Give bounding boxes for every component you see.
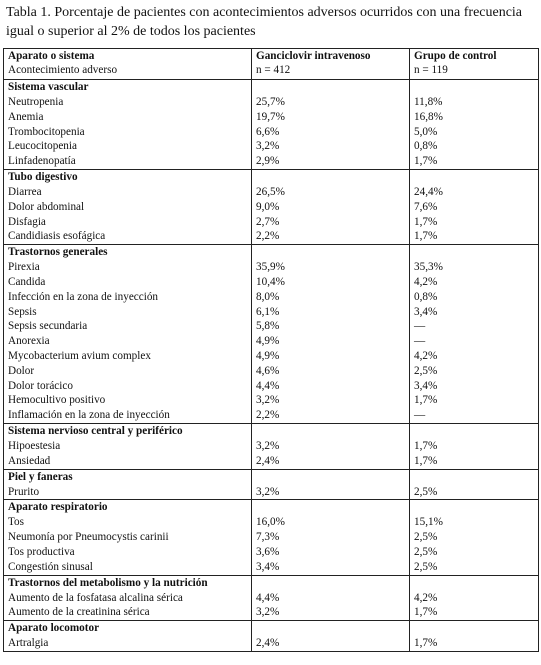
control-value-cell: 2,5% [410,545,539,560]
event-name-cell: Dolor [4,364,252,379]
section-row [4,169,539,185]
ganciclovir-value-cell: 10,4% [252,275,410,290]
section-ganciclovir-empty [252,245,410,261]
event-name-cell: Inflamación en la zona de inyección [4,408,252,423]
event-name-cell: Sepsis [4,305,252,320]
control-value-cell: 3,4% [410,305,539,320]
section-title: Trastornos del metabolismo y la nutrición [4,575,252,591]
section-control-empty [410,575,539,591]
ganciclovir-value-cell: 8,0% [252,290,410,305]
event-name-cell: Prurito [4,485,252,500]
control-value-cell: 35,3% [410,260,539,275]
section-row [4,500,539,516]
ganciclovir-value-cell: 6,1% [252,305,410,320]
table-caption: Tabla 1. Porcentaje de pacientes con acontecimientos adversos ocurridos con una frecuencia igual o superior al 2% de todos los pacientes [6,5,523,39]
header-event-subtitle: Acontecimiento adverso [8,64,118,76]
table-row [4,110,539,125]
section-ganciclovir-empty [252,575,410,591]
table-row [4,364,539,379]
header-ganciclovir-title: Ganciclovir intravenoso [256,50,371,62]
table-header-row [4,49,539,80]
ganciclovir-value-cell: 5,8% [252,319,410,334]
event-name-cell: Leucocitopenia [4,139,252,154]
header-system-cell [4,49,252,80]
ganciclovir-value-cell: 2,7% [252,215,410,230]
control-value-cell: 7,6% [410,200,539,215]
ganciclovir-value-cell: 3,2% [252,393,410,408]
table-row [4,290,539,305]
control-value-cell: 4,2% [410,591,539,606]
table-row [4,545,539,560]
control-value-cell: 11,8% [410,95,539,110]
header-control-cell [410,49,539,80]
table-row [4,530,539,545]
control-value-cell: 1,7% [410,393,539,408]
control-value-cell: 1,7% [410,215,539,230]
table-row [4,95,539,110]
ganciclovir-value-cell: 2,2% [252,408,410,423]
section-ganciclovir-empty [252,423,410,439]
event-name-cell: Dolor abdominal [4,200,252,215]
header-system-title: Aparato o sistema [8,50,95,62]
event-name-cell: Candidiasis esofágica [4,229,252,244]
control-value-cell: 1,7% [410,636,539,651]
section-control-empty [410,469,539,485]
header-control-n: n = 119 [414,64,448,76]
control-value-cell: 2,5% [410,560,539,575]
table-row [4,379,539,394]
table-row [4,125,539,140]
event-name-cell: Anemia [4,110,252,125]
event-name-cell: Linfadenopatía [4,154,252,169]
event-name-cell: Hemocultivo positivo [4,393,252,408]
ganciclovir-value-cell: 4,9% [252,334,410,349]
section-row [4,80,539,96]
header-ganciclovir-n: n = 412 [256,64,291,76]
table-row [4,334,539,349]
event-name-cell: Candida [4,275,252,290]
adverse-events-table [3,48,539,652]
section-ganciclovir-empty [252,500,410,516]
control-value-cell: 2,5% [410,530,539,545]
event-name-cell: Disfagia [4,215,252,230]
table-row [4,408,539,423]
section-control-empty [410,245,539,261]
ganciclovir-value-cell: 3,2% [252,485,410,500]
control-value-cell: 15,1% [410,515,539,530]
control-value-cell: 3,4% [410,379,539,394]
ganciclovir-value-cell: 3,2% [252,139,410,154]
table-row [4,260,539,275]
table-row [4,200,539,215]
control-value-cell: 0,8% [410,290,539,305]
control-value-cell: 1,7% [410,229,539,244]
section-row [4,469,539,485]
table-row [4,393,539,408]
table-row [4,454,539,469]
section-title: Aparato respiratorio [4,500,252,516]
section-ganciclovir-empty [252,169,410,185]
section-title: Aparato locomotor [4,621,252,637]
table-row [4,215,539,230]
table-body [4,49,539,652]
section-ganciclovir-empty [252,469,410,485]
section-title: Trastornos generales [4,245,252,261]
event-name-cell: Dolor torácico [4,379,252,394]
section-control-empty [410,80,539,96]
control-value-cell: 2,5% [410,485,539,500]
section-title: Sistema nervioso central y periférico [4,423,252,439]
event-name-cell: Sepsis secundaria [4,319,252,334]
ganciclovir-value-cell: 4,4% [252,591,410,606]
table-row [4,439,539,454]
event-name-cell: Diarrea [4,185,252,200]
control-value-cell: — [410,408,539,423]
control-value-cell: 1,7% [410,605,539,620]
control-value-cell: 1,7% [410,154,539,169]
control-value-cell: 4,2% [410,349,539,364]
section-control-empty [410,500,539,516]
ganciclovir-value-cell: 6,6% [252,125,410,140]
section-control-empty [410,621,539,637]
ganciclovir-value-cell: 4,6% [252,364,410,379]
control-value-cell: 0,8% [410,139,539,154]
ganciclovir-value-cell: 19,7% [252,110,410,125]
control-value-cell: 5,0% [410,125,539,140]
ganciclovir-value-cell: 3,6% [252,545,410,560]
event-name-cell: Mycobacterium avium complex [4,349,252,364]
control-value-cell: 4,2% [410,275,539,290]
section-ganciclovir-empty [252,621,410,637]
event-name-cell: Neutropenia [4,95,252,110]
event-name-cell: Infección en la zona de inyección [4,290,252,305]
section-row [4,621,539,637]
event-name-cell: Aumento de la creatinina sérica [4,605,252,620]
ganciclovir-value-cell: 2,2% [252,229,410,244]
event-name-cell: Congestión sinusal [4,560,252,575]
ganciclovir-value-cell: 25,7% [252,95,410,110]
header-control-title: Grupo de control [414,50,497,62]
event-name-cell: Anorexia [4,334,252,349]
control-value-cell: 1,7% [410,454,539,469]
table-row [4,485,539,500]
section-control-empty [410,169,539,185]
ganciclovir-value-cell: 4,9% [252,349,410,364]
section-title: Piel y faneras [4,469,252,485]
control-value-cell: 24,4% [410,185,539,200]
control-value-cell: — [410,334,539,349]
event-name-cell: Artralgia [4,636,252,651]
ganciclovir-value-cell: 2,4% [252,636,410,651]
ganciclovir-value-cell: 9,0% [252,200,410,215]
section-title: Sistema vascular [4,80,252,96]
section-ganciclovir-empty [252,80,410,96]
ganciclovir-value-cell: 3,2% [252,439,410,454]
table-row [4,139,539,154]
event-name-cell: Neumonía por Pneumocystis carinii [4,530,252,545]
header-ganciclovir-cell [252,49,410,80]
section-row [4,245,539,261]
ganciclovir-value-cell: 7,3% [252,530,410,545]
section-row [4,575,539,591]
table-row [4,229,539,244]
table-row [4,515,539,530]
table-row [4,560,539,575]
table-row [4,275,539,290]
table-row [4,605,539,620]
table-row [4,154,539,169]
ganciclovir-value-cell: 26,5% [252,185,410,200]
section-title: Tubo digestivo [4,169,252,185]
ganciclovir-value-cell: 35,9% [252,260,410,275]
control-value-cell: 2,5% [410,364,539,379]
section-control-empty [410,423,539,439]
ganciclovir-value-cell: 2,9% [252,154,410,169]
control-value-cell: 16,8% [410,110,539,125]
section-row [4,423,539,439]
table-row [4,305,539,320]
ganciclovir-value-cell: 3,2% [252,605,410,620]
event-name-cell: Tos productiva [4,545,252,560]
control-value-cell: 1,7% [410,439,539,454]
ganciclovir-value-cell: 3,4% [252,560,410,575]
ganciclovir-value-cell: 2,4% [252,454,410,469]
table-row [4,636,539,651]
event-name-cell: Ansiedad [4,454,252,469]
event-name-cell: Trombocitopenia [4,125,252,140]
table-row [4,349,539,364]
event-name-cell: Aumento de la fosfatasa alcalina sérica [4,591,252,606]
event-name-cell: Pirexia [4,260,252,275]
control-value-cell: — [410,319,539,334]
table-row [4,319,539,334]
event-name-cell: Hipoestesia [4,439,252,454]
ganciclovir-value-cell: 16,0% [252,515,410,530]
event-name-cell: Tos [4,515,252,530]
table-row [4,591,539,606]
ganciclovir-value-cell: 4,4% [252,379,410,394]
table-row [4,185,539,200]
